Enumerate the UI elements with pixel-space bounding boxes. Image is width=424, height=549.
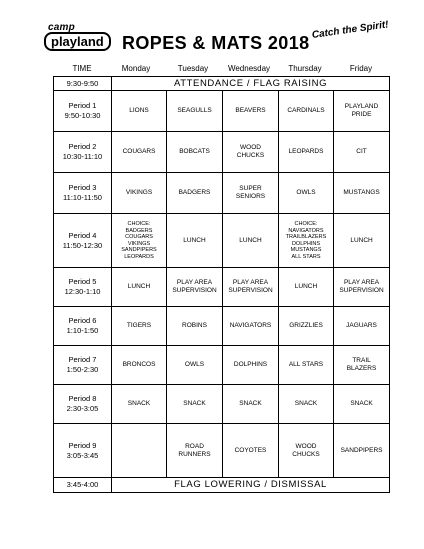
period-row <box>54 132 390 173</box>
period-row <box>54 385 390 424</box>
cell-line: Period 9 <box>68 440 97 450</box>
cell-line: SANDPIPERS <box>340 446 383 454</box>
header-time: TIME <box>72 64 92 73</box>
cell-thursday <box>279 424 334 478</box>
cell-line: TRAILBLAZERS <box>285 234 327 240</box>
cell-thursday <box>279 214 334 268</box>
cell-line: VIKINGS <box>127 240 151 247</box>
cell-line: ROAD <box>185 442 204 450</box>
cell-tuesday <box>167 385 223 424</box>
cell-monday <box>112 268 167 307</box>
cell-monday <box>112 91 167 132</box>
period-time-cell <box>54 385 112 424</box>
cell-line: SUPERVISION <box>172 287 217 294</box>
cell-line: LUNCH <box>183 236 206 244</box>
cell-line: Period 6 <box>68 316 97 325</box>
cell-friday <box>334 91 390 132</box>
cell-friday <box>334 173 390 214</box>
cell-line: Period 8 <box>68 394 97 403</box>
cell-wednesday <box>223 346 279 385</box>
cell-line: PLAY AREA <box>232 279 269 286</box>
cell-line: Period 4 <box>68 230 97 240</box>
cell-tuesday <box>167 307 223 346</box>
cell-line: CARDINALS <box>287 107 325 114</box>
cell-line: OWLS <box>184 361 205 368</box>
cell-line: SNACK <box>183 400 206 407</box>
cell-line: NAVIGATORS <box>229 322 272 329</box>
cell-line: LUNCH <box>127 283 151 290</box>
cell-tuesday <box>167 91 223 132</box>
cell-line: CHOICE: <box>127 221 151 227</box>
cell-friday <box>334 424 390 478</box>
cell-line: COYOTES <box>234 446 267 454</box>
cell-line: COUGARS <box>122 148 156 155</box>
cell-line: PRIDE <box>351 111 372 118</box>
cell-friday <box>334 385 390 424</box>
header-wednesday: Wednesday <box>227 64 271 73</box>
cell-wednesday <box>223 307 279 346</box>
cell-line: RUNNERS <box>178 450 211 458</box>
cell-line: LEOPARDS <box>288 148 324 155</box>
cell-line: DOLPHINS <box>291 240 321 247</box>
cell-line: 9:50-10:30 <box>64 111 101 120</box>
cell-line: SNACK <box>239 400 262 407</box>
cell-monday <box>112 214 167 268</box>
cell-line: CHUCKS <box>236 152 265 159</box>
cell-line: LIONS <box>129 107 149 114</box>
cell-thursday <box>279 132 334 173</box>
period-row <box>54 268 390 307</box>
cell-line: SNACK <box>294 400 318 407</box>
period-time-cell <box>54 346 112 385</box>
header-friday: Friday <box>349 64 373 73</box>
cell-line: DOLPHINS <box>233 361 268 368</box>
cell-line: Period 5 <box>68 277 97 286</box>
cell-monday <box>112 173 167 214</box>
cell-line: PLAY AREA <box>343 279 380 286</box>
cell-line: BADGERS <box>178 189 211 196</box>
period-row <box>54 424 390 478</box>
period-time-cell <box>54 268 112 307</box>
cell-wednesday <box>223 424 279 478</box>
cell-line: Period 7 <box>68 355 97 364</box>
page-title: ROPES & MATS 2018 <box>122 33 310 53</box>
cell-line: 2:30-3:05 <box>66 404 99 413</box>
period-time-cell <box>54 307 112 346</box>
cell-tuesday <box>167 424 223 478</box>
cell-line: LUNCH <box>239 236 262 244</box>
cell-line: SNACK <box>127 400 151 407</box>
cell-line: SEAGULLS <box>177 107 212 114</box>
cell-line: SNACK <box>350 400 373 407</box>
cell-wednesday <box>223 132 279 173</box>
cell-line: 11:50-12:30 <box>62 240 103 250</box>
cell-line: BLAZERS <box>346 365 377 372</box>
cell-friday <box>334 307 390 346</box>
schedule-body <box>54 77 390 493</box>
cell-line: LUNCH <box>294 283 318 290</box>
slogan: Catch the Spirit! <box>311 19 390 41</box>
period-time-cell <box>54 214 112 268</box>
cell-monday <box>112 424 167 478</box>
cell-line: MUSTANGS <box>343 189 380 196</box>
closing-text: FLAG LOWERING / DISMISSAL <box>112 478 390 493</box>
cell-line: ALL STARS <box>288 361 324 368</box>
cell-line: SANDPIPERS <box>121 247 157 253</box>
cell-friday <box>334 346 390 385</box>
period-time-cell <box>54 91 112 132</box>
closing-row <box>54 478 390 493</box>
cell-tuesday <box>167 173 223 214</box>
cell-line: 10:30-11:10 <box>62 152 103 161</box>
cell-line: CIT <box>356 148 367 155</box>
cell-monday <box>112 307 167 346</box>
cell-line: ROBINS <box>182 322 207 329</box>
cell-line: WOOD <box>240 144 261 151</box>
cell-line: JAGUARS <box>346 322 377 329</box>
cell-line: CHOICE: <box>294 221 318 227</box>
cell-friday <box>334 132 390 173</box>
cell-line: PLAYLAND <box>344 103 379 110</box>
logo-camp-text: camp <box>48 22 75 33</box>
cell-wednesday <box>223 385 279 424</box>
cell-line: WOOD <box>295 442 317 450</box>
cell-line: COUGARS <box>125 234 153 240</box>
cell-line: 1:50-2:30 <box>66 365 99 374</box>
cell-tuesday <box>167 346 223 385</box>
cell-wednesday <box>223 214 279 268</box>
cell-line: MUSTANGS <box>290 247 322 253</box>
cell-wednesday <box>223 91 279 132</box>
cell-tuesday <box>167 214 223 268</box>
header-monday: Monday <box>121 64 151 73</box>
period-row <box>54 214 390 268</box>
cell-tuesday <box>167 132 223 173</box>
cell-line: 3:05-3:45 <box>66 450 99 460</box>
cell-line: SUPERVISION <box>228 287 273 294</box>
cell-thursday <box>279 268 334 307</box>
cell-line: GRIZZLIES <box>289 322 323 329</box>
header-tuesday: Tuesday <box>177 64 209 73</box>
cell-line: LUNCH <box>350 236 373 244</box>
schedule-table <box>53 76 390 493</box>
cell-line: SUPER <box>239 185 262 192</box>
cell-line: BOBCATS <box>179 148 210 155</box>
cell-line: 1:10-1:50 <box>66 326 99 335</box>
period-time-cell <box>54 173 112 214</box>
cell-thursday <box>279 385 334 424</box>
cell-line: BRONCOS <box>122 361 156 368</box>
period-row <box>54 173 390 214</box>
cell-line: OWLS <box>296 189 316 196</box>
period-row <box>54 346 390 385</box>
cell-friday <box>334 214 390 268</box>
cell-wednesday <box>223 268 279 307</box>
attendance-time: 9:30-9:50 <box>54 77 112 91</box>
cell-line: NAVIGATORS <box>288 227 324 234</box>
column-headers <box>52 64 390 76</box>
cell-tuesday <box>167 268 223 307</box>
cell-thursday <box>279 91 334 132</box>
attendance-row <box>54 77 390 91</box>
logo-playland-text: playland <box>44 32 111 51</box>
cell-monday <box>112 385 167 424</box>
cell-friday <box>334 268 390 307</box>
period-row <box>54 91 390 132</box>
cell-line: Period 1 <box>68 101 97 110</box>
cell-monday <box>112 132 167 173</box>
period-time-cell <box>54 132 112 173</box>
camp-playland-logo <box>22 20 114 58</box>
cell-wednesday <box>223 173 279 214</box>
period-row <box>54 307 390 346</box>
period-time-cell <box>54 424 112 478</box>
cell-line: VIKINGS <box>125 189 153 196</box>
cell-thursday <box>279 346 334 385</box>
closing-time: 3:45-4:00 <box>54 478 112 493</box>
cell-thursday <box>279 307 334 346</box>
cell-line: BEAVERS <box>235 107 266 114</box>
cell-line: TIGERS <box>126 322 152 329</box>
cell-line: 12:30-1:10 <box>64 287 101 296</box>
header-thursday: Thursday <box>288 64 322 73</box>
cell-line: SENIORS <box>235 193 266 200</box>
cell-monday <box>112 346 167 385</box>
cell-line: Period 3 <box>68 183 97 192</box>
cell-line: Period 2 <box>68 142 97 151</box>
cell-line: PLAY AREA <box>176 279 213 286</box>
cell-line: CHUCKS <box>292 450 320 458</box>
cell-line: LEOPARDS <box>124 253 154 260</box>
cell-line: ALL STARS <box>291 253 321 260</box>
cell-line: 11:10-11:50 <box>63 193 102 202</box>
cell-line: TRAIL <box>352 357 371 364</box>
cell-line: SUPERVISION <box>339 287 384 294</box>
cell-line: BADGERS <box>125 227 153 234</box>
cell-thursday <box>279 173 334 214</box>
attendance-text: ATTENDANCE / FLAG RAISING <box>112 77 390 91</box>
